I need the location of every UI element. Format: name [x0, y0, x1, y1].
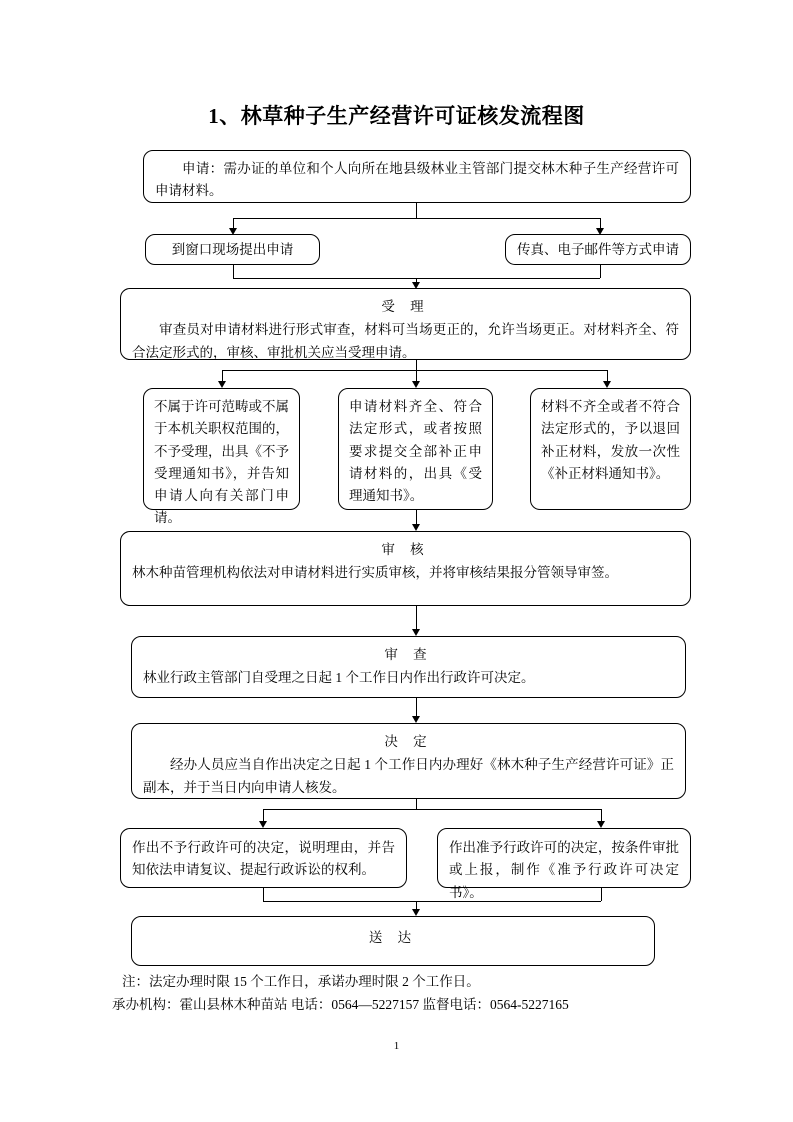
node-supplement-text: 材料不齐全或者不符合法定形式的，予以退回补正材料，发放一次性《补正材料通知书》。	[541, 399, 680, 481]
connector	[263, 888, 264, 901]
arrow	[412, 381, 420, 388]
arrow	[259, 821, 267, 828]
arrow	[412, 909, 420, 916]
node-reject-text: 不属于许可范畴或不属于本机关职权范围的，不予受理，出具《不予受理通知书》，并告知申请人向有关部门申请。	[154, 399, 289, 526]
arrow	[412, 524, 420, 531]
node-deliver-header: 送 达	[368, 930, 418, 945]
node-decide-text: 经办人员应当自作出决定之日起 1 个工作日内办理好《林木种子生产经营许可证》正副本，并于当日内向申请人核发。	[143, 757, 674, 795]
node-examine	[131, 636, 686, 698]
node-grant	[437, 828, 691, 900]
node-deliver	[131, 916, 655, 966]
arrow	[412, 629, 420, 636]
page-number: 1	[393, 1040, 400, 1052]
connector	[233, 265, 234, 278]
node-grant-text: 作出准予行政许可的决定，按条件审批或上报，制作《准予行政许可决定书》。	[449, 840, 679, 900]
connector	[416, 799, 417, 809]
connector	[233, 218, 600, 219]
arrow	[597, 821, 605, 828]
connector	[222, 370, 607, 371]
connector	[416, 203, 417, 218]
page-title: 1、林草种子生产经营许可证核发流程图	[208, 104, 585, 128]
node-accept-header: 受 理	[381, 299, 430, 314]
footer-note-line2: 承办机构：霍山县林木种苗站 电话：0564—5227157 监督电话：0564-5227165	[112, 997, 569, 1012]
node-apply	[143, 150, 691, 203]
node-channel-window-text: 到窗口现场提出申请	[171, 242, 294, 257]
node-review-text: 林木种苗管理机构依法对申请材料进行实质审核，并将审核结果报分管领导审签。	[132, 565, 618, 581]
node-deny	[120, 828, 407, 888]
node-examine-text: 林业行政主管部门自受理之日起 1 个工作日内作出行政许可决定。	[143, 670, 535, 686]
arrow	[218, 381, 226, 388]
node-channel-remote	[505, 234, 691, 265]
node-decide-header: 决 定	[384, 734, 433, 749]
arrow	[412, 716, 420, 723]
connector	[263, 901, 601, 902]
node-review-header: 审 核	[381, 542, 430, 557]
node-channel-window	[145, 234, 320, 265]
node-decide	[131, 723, 686, 799]
connector	[263, 809, 601, 810]
node-reject	[143, 388, 300, 526]
footer-note-line1: 注：法定办理时限 15 个工作日，承诺办理时限 2 个工作日。	[122, 974, 480, 989]
node-accept	[120, 288, 691, 360]
node-accept-ok	[338, 388, 493, 510]
node-accept-ok-text: 申请材料齐全、符合法定形式，或者按照要求提交全部补正申请材料的，出具《受理通知书》。	[349, 399, 482, 504]
node-apply-text: 申请：需办证的单位和个人向所在地县级林业主管部门提交林木种子生产经营许可申请材料。	[155, 161, 679, 199]
node-channel-remote-text: 传真、电子邮件等方式申请	[517, 242, 679, 257]
node-review	[120, 531, 691, 606]
connector	[600, 265, 601, 278]
node-accept-text: 审查员对申请材料进行形式审查，材料可当场更正的，允许当场更正。对材料齐全、符合法定形式的，审核、审批机关应当受理申请。	[132, 322, 679, 360]
node-deny-text: 作出不予行政许可的决定，说明理由，并告知依法申请复议、提起行政诉讼的权利。	[132, 840, 395, 878]
connector	[416, 360, 417, 370]
node-examine-header: 审 查	[384, 647, 433, 662]
node-supplement	[530, 388, 691, 510]
arrow	[603, 381, 611, 388]
connector	[601, 888, 602, 901]
